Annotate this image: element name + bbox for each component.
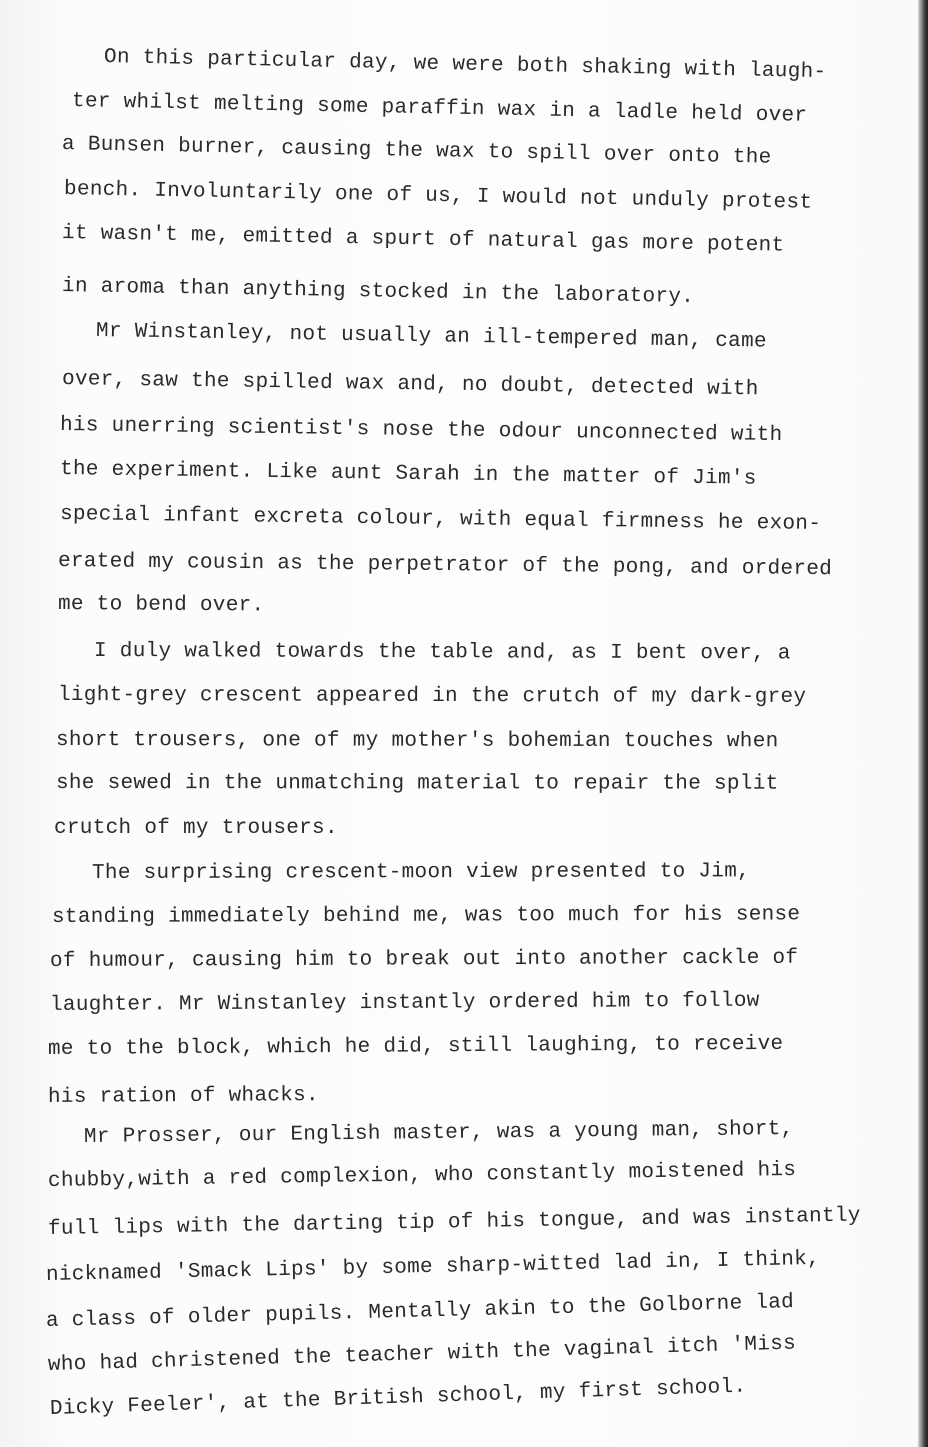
text-line: ter whilst melting some paraffin wax in a ladle held over bbox=[71, 90, 808, 128]
text-line: who had christened the teacher with the vaginal itch 'Miss bbox=[47, 1332, 797, 1377]
text-line: short trousers, one of my mother's bohemian touches when bbox=[55, 729, 779, 754]
text-line: me to the block, which he did, still laughing, to receive bbox=[47, 1032, 784, 1061]
text-line: she sewed in the unmatching material to repair the split bbox=[55, 772, 779, 796]
text-line: over, saw the spilled wax and, no doubt, detected with bbox=[61, 368, 759, 402]
text-line: light-grey crescent appeared in the crutch of my dark-grey bbox=[57, 684, 807, 709]
text-line: Mr Prosser, our English master, was a young man, short, bbox=[83, 1117, 794, 1149]
text-line: a Bunsen burner, causing the wax to spill over onto the bbox=[61, 133, 772, 170]
text-line: it wasn't me, emitted a spurt of natural gas more potent bbox=[61, 222, 785, 258]
text-line: a class of older pupils. Mentally akin to the Golborne lad bbox=[45, 1291, 795, 1333]
text-line: the experiment. Like aunt Sarah in the matter of Jim's bbox=[59, 458, 757, 491]
text-line: crutch of my trousers. bbox=[54, 817, 338, 840]
text-line: On this particular day, we were both shaking with laugh- bbox=[103, 46, 827, 85]
text-line: nicknamed 'Smack Lips' by some sharp-witted lad in, I think, bbox=[45, 1247, 821, 1287]
text-line: Mr Winstanley, not usually an ill-tempered man, came bbox=[95, 320, 768, 354]
text-line: of humour, causing him to break out into another cackle of bbox=[49, 946, 799, 973]
text-line: chubby,with a red complexion, who constantly moistened his bbox=[47, 1158, 797, 1193]
text-line: full lips with the darting tip of his tongue, and was instantly bbox=[47, 1204, 861, 1241]
text-line: his unerring scientist's nose the odour unconnected with bbox=[59, 414, 783, 448]
text-line: bench. Involuntarily one of us, I would not unduly protest bbox=[63, 178, 813, 215]
page-edge-shadow bbox=[918, 0, 928, 1447]
text-line: I duly walked towards the table and, as I bent over, a bbox=[93, 640, 791, 666]
text-line: erated my cousin as the perpetrator of the pong, and ordered bbox=[57, 550, 833, 582]
text-line: in aroma than anything stocked in the laboratory. bbox=[61, 275, 695, 310]
text-line: standing immediately behind me, was too much for his sense bbox=[51, 903, 801, 929]
text-line: The surprising crescent-moon view presented to Jim, bbox=[91, 860, 751, 885]
text-line: laughter. Mr Winstanley instantly ordered him to follow bbox=[49, 989, 760, 1017]
text-line: Dicky Feeler', at the British school, my first school. bbox=[49, 1375, 747, 1421]
text-line: special infant excreta colour, with equal firmness he exon- bbox=[59, 503, 822, 536]
text-line: his ration of whacks. bbox=[47, 1084, 320, 1109]
text-line: me to bend over. bbox=[57, 593, 265, 618]
